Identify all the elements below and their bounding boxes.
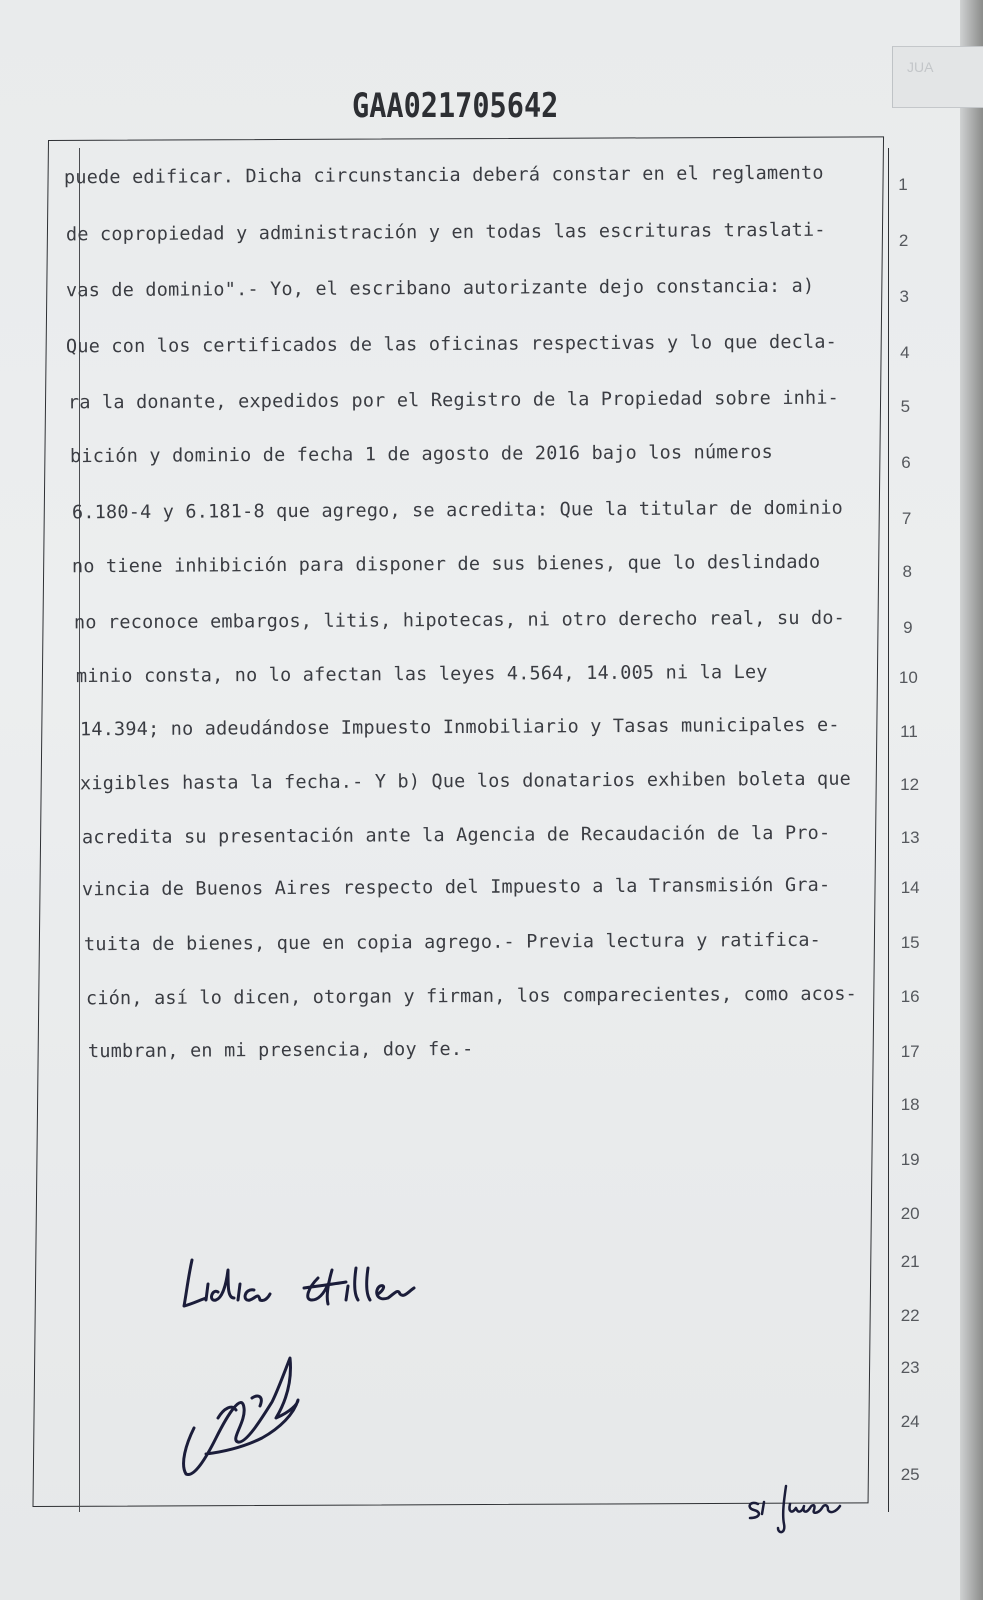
signature-lidia	[178, 1248, 438, 1318]
line-number: 25	[900, 1465, 920, 1484]
document-line: vincia de Buenos Aires respecto del Impuesto a la Transmisión Gra-	[81, 874, 831, 901]
line-number: 4	[900, 343, 910, 362]
line-number: 15	[900, 933, 920, 952]
document-line: minio consta, no lo afectan las leyes 4.564, 14.005 ni la Ley	[75, 661, 768, 688]
document-line: vas de dominio".- Yo, el escribano autorizante dejo constancia: a)	[65, 275, 815, 302]
document-line: ción, así lo dicen, otorgan y firman, los comparecientes, como acos-	[85, 983, 858, 1010]
line-number: 16	[900, 987, 920, 1006]
line-number: 3	[899, 287, 909, 306]
line-number: 23	[900, 1358, 920, 1377]
document-line: no tiene inhibición para disponer de sus bienes, que lo deslindado	[71, 551, 821, 578]
document-line: 6.180-4 y 6.181-8 que agrego, se acredita: Que la titular de dominio	[71, 497, 844, 524]
document-line: 14.394; no adeudándose Impuesto Inmobiliario y Tasas municipales e-	[79, 714, 840, 741]
line-number: 22	[900, 1306, 920, 1325]
serial-number: GAA021705642	[352, 86, 559, 126]
document-line: ra la donante, expedidos por el Registro de la Propiedad sobre inhi-	[67, 387, 840, 414]
line-number: 8	[902, 562, 912, 581]
document-line: no reconoce embargos, litis, hipotecas, ni otro derecho real, su do-	[73, 607, 846, 634]
line-number: 12	[900, 775, 920, 794]
line-number: 13	[900, 828, 920, 847]
line-number: 7	[901, 509, 912, 528]
document-line: xigibles hasta la fecha.- Y b) Que los donatarios exhiben boleta que	[79, 768, 852, 795]
line-number: 17	[900, 1042, 920, 1061]
document-line: de copropiedad y administración y en todas las escrituras traslati-	[65, 219, 826, 246]
line-number: 21	[900, 1252, 920, 1271]
line-number: 1	[898, 175, 908, 194]
line-number: 10	[898, 668, 918, 687]
page-edge	[960, 0, 983, 1600]
margin-tab: JUA	[892, 46, 983, 108]
line-number: 11	[900, 722, 918, 741]
line-number: 20	[900, 1204, 920, 1223]
document-line: tumbran, en mi presencia, doy fe.-	[87, 1038, 474, 1063]
document-line: puede edificar. Dicha circunstancia deberá constar en el reglamento	[63, 162, 824, 189]
line-number: 18	[900, 1095, 920, 1114]
line-number: 6	[901, 453, 911, 472]
line-number: 5	[900, 397, 911, 416]
document-line: Que con los certificados de las oficinas respectivas y lo que decla-	[65, 331, 838, 358]
document-line: tuita de bienes, que en copia agrego.- Previa lectura y ratifica-	[83, 929, 822, 956]
line-number: 19	[900, 1150, 920, 1169]
line-number: 9	[903, 618, 913, 637]
document-line: acredita su presentación ante la Agencia de Recaudación de la Pro-	[81, 822, 831, 849]
signature-notary	[740, 1478, 860, 1538]
line-number: 24	[900, 1412, 920, 1431]
line-number: 2	[898, 231, 909, 250]
line-number: 14	[900, 878, 920, 897]
signature-initials	[172, 1348, 312, 1488]
document-line: bición y dominio de fecha 1 de agosto de 2016 bajo los números	[69, 441, 774, 468]
